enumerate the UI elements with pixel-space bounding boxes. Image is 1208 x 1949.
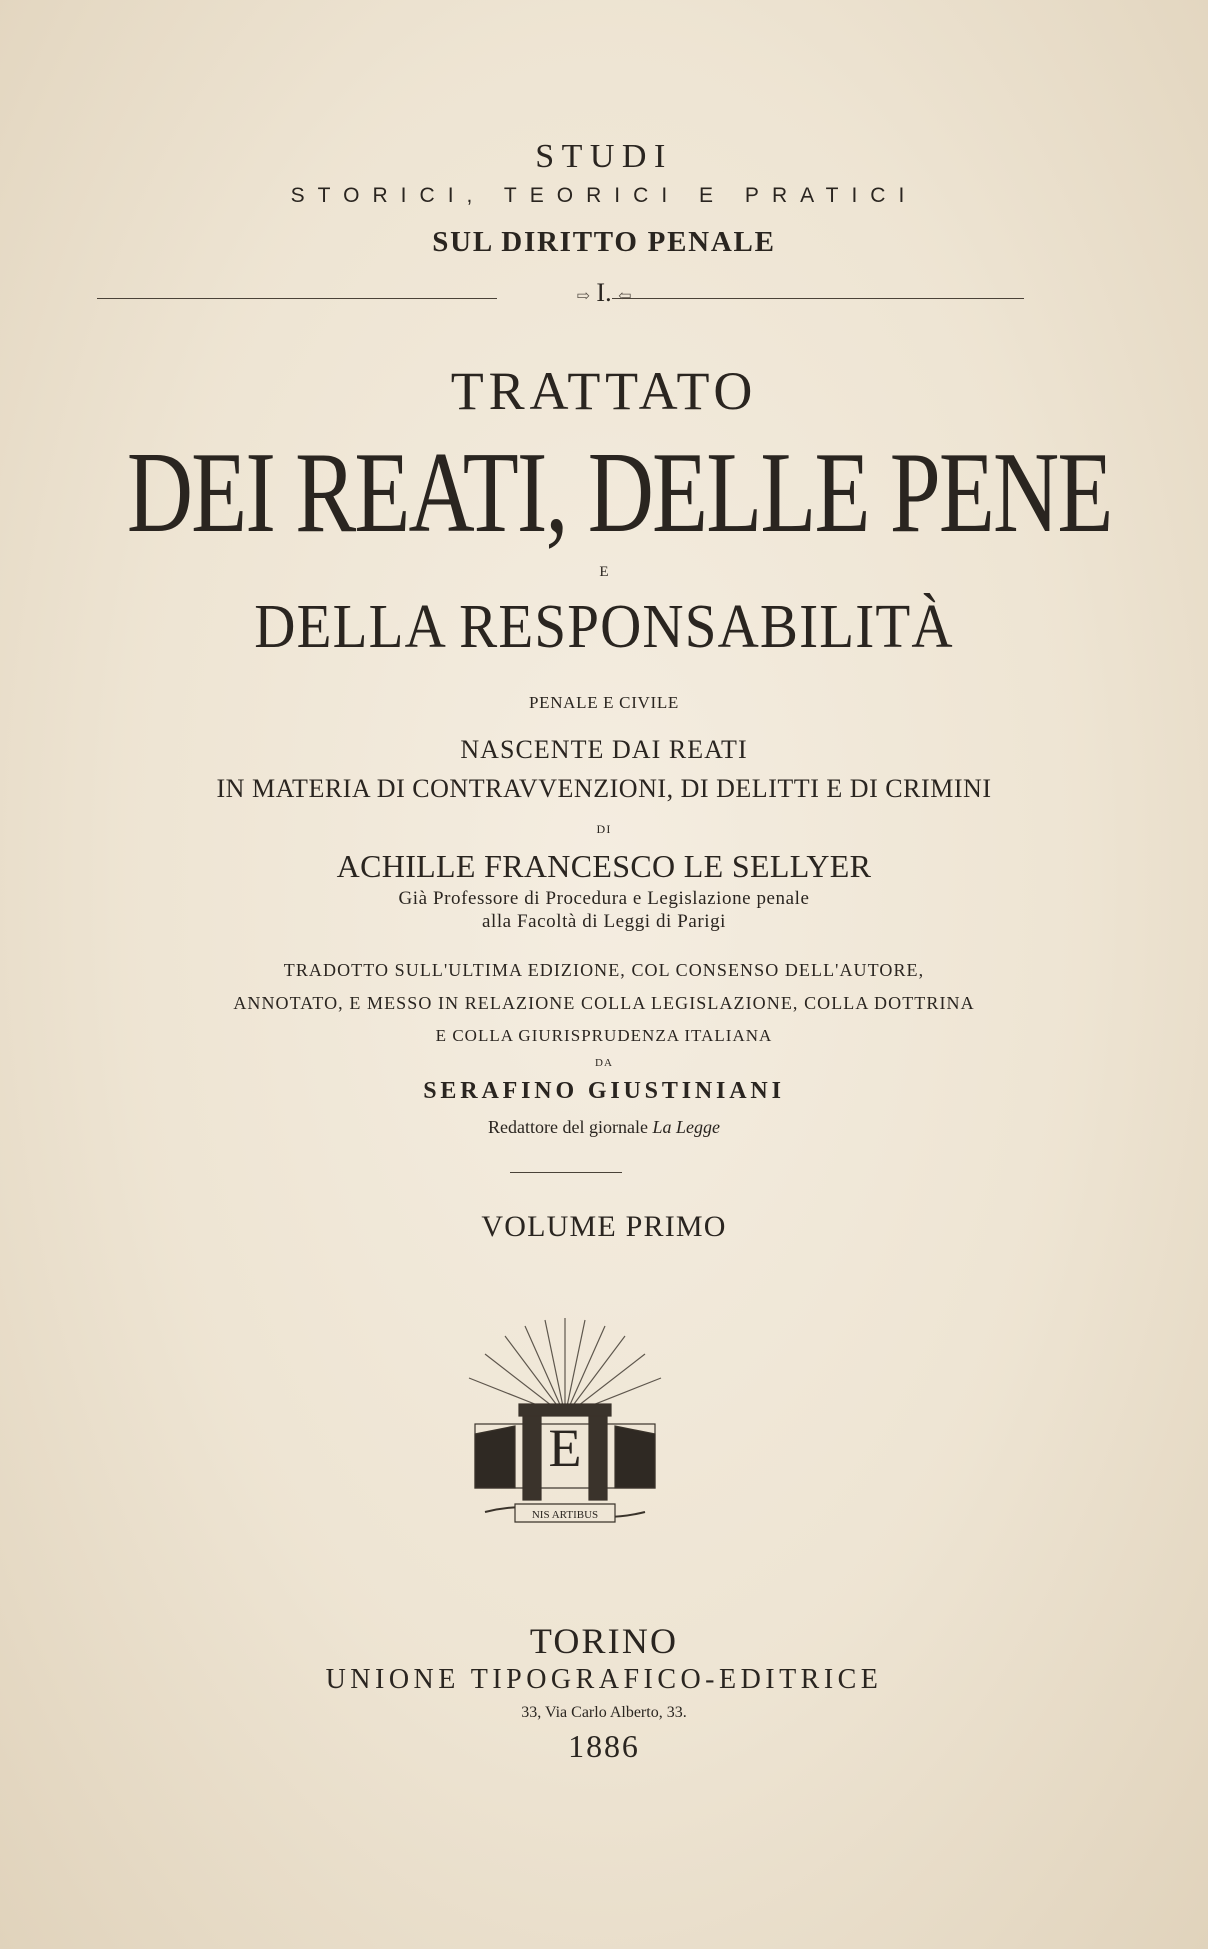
subtitle-line-3: IN MATERIA DI CONTRAVVENZIONI, DI DELITTI E DI CRIMINI [216,774,992,803]
subtitle-line-2: NASCENTE DAI REATI [460,735,748,764]
volume-divider [510,1172,622,1173]
publisher-address: 33, Via Carlo Alberto, 33. [521,1704,687,1721]
subtitle-line-1: PENALE E CIVILE [529,693,679,712]
translation-line-3: E COLLA GIURISPRUDENZA ITALIANA [435,1026,773,1045]
publisher-emblem-icon [445,1316,685,1546]
translation-line-2: ANNOTATO, E MESSO IN RELAZIONE COLLA LEGISLAZIONE, COLLA DOTTRINA [233,993,975,1013]
series-subtitle: STORICI, TEORICI E PRATICI [290,184,918,207]
emblem-motto: NIS ARTIBUS [531,1509,599,1521]
translator-role-text: Redattore del giornale [488,1117,648,1137]
sun-rays [469,1318,661,1416]
publication-year: 1886 [568,1728,640,1764]
author-name: ACHILLE FRANCESCO LE SELLYER [336,848,872,884]
main-title-line-2: DEI REATI, DELLE PENE [126,429,1112,557]
translator-name: SERAFINO GIUSTINIANI [423,1078,785,1104]
translator-role [0,1117,1208,1138]
author-role-line-2: alla Facoltà di Leggi di Parigi [481,911,727,932]
svg-text:E: E [548,1418,582,1478]
translator-preposition: DA [594,1057,614,1069]
ornament-left-icon: ⇨ [576,288,590,305]
series-law-heading: SUL DIRITTO PENALE [432,226,776,258]
main-title-conjunction: E [599,564,609,580]
author-preposition: DI [596,822,612,836]
volume-label: VOLUME PRIMO [481,1210,727,1243]
publisher-city: TORINO [529,1621,679,1661]
main-title-line-1: TRATTATO [450,361,758,421]
ornament-right-icon: ⇦ [618,288,632,305]
main-title-line-3: DELLA RESPONSABILITÀ [254,593,954,661]
translator-journal: La Legge [652,1117,720,1137]
series-volume-number [0,278,1208,308]
series-title: STUDI [535,138,673,175]
author-role-line-1: Già Professore di Procedura e Legislazione penale [398,888,810,909]
translation-line-1: TRADOTTO SULL'ULTIMA EDIZIONE, COL CONSENSO DELL'AUTORE, [283,960,925,980]
series-number: I. [596,278,612,307]
publisher-name: UNIONE TIPOGRAFICO-EDITRICE [325,1664,883,1695]
